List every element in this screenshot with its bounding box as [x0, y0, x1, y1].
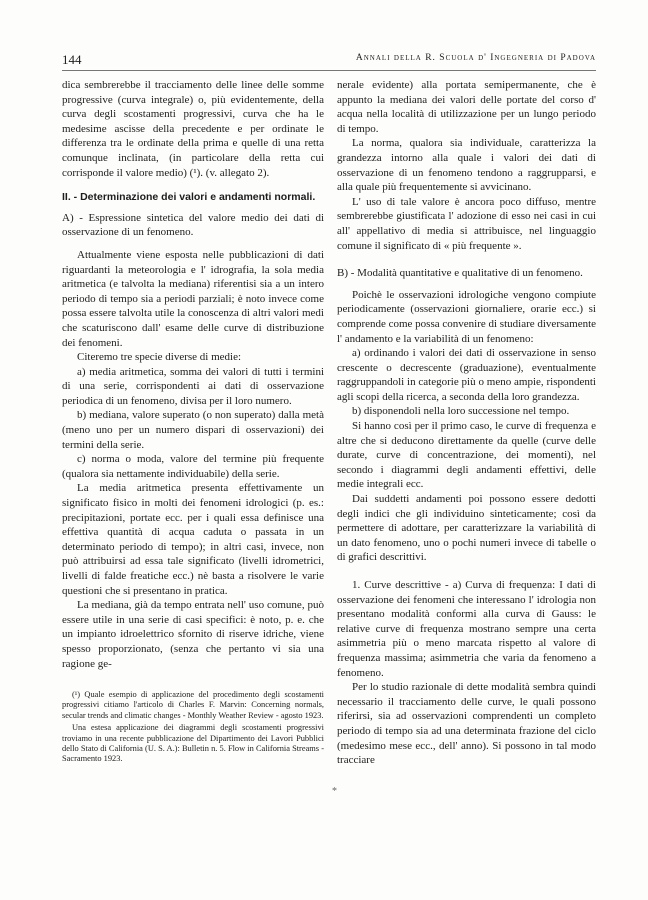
paragraph: nerale evidente) alla portata semipermanente, che è appunto la mediana dei valori delle portate del corso d' acqua nella località di utilizzazione per un lungo periodo di tempo. — [337, 79, 596, 135]
right-column — [337, 78, 596, 768]
paragraph: L' uso di tale valore è ancora poco diffuso, mentre sembrerebbe giustificata l' adozione di esso nei casi in cui all' appellativo di media si attribuisce, nel linguaggio comune il significato di « più frequente ». — [337, 195, 596, 252]
paragraph: Attualmente viene esposta nelle pubblicazioni di dati riguardanti la meteorologia e l' idrografia, la sola media aritmetica (e talvolta la mediana) riferentisi sia a un intero periodo di tempo sia a periodi parziali; è noto invece come possa essere talvolta utile la conoscenza di altri valori medi che scaturiscono dall' esame delle curve di distribuzione dei fenomeni. — [62, 248, 324, 349]
footnotes — [62, 690, 324, 765]
paragraph: Citeremo tre specie diverse di medie: — [77, 351, 242, 364]
margin-mark: * — [332, 786, 337, 797]
paragraph: 1. Curve descrittive - a) Curva di frequenza: I dati di osservazione dei fenomeni che interessano l' idrologia non presentano modalità conformi alla curva di Gauss: le relative curve di frequenza mostrano sempre una certa asimmetria più o meno marcata rispetto al valore di frequenza massima; asimmetria che varia da fenomeno a fenomeno. — [337, 579, 596, 679]
paragraph: dica sembrerebbe il tracciamento delle linee delle somme progressive (curva integrale) o, più evidentemente, della curva degli scostamenti progressivi, curva che ha le medesime ascisse della precedente e per ordinate le differenza tra le ordinate della prima e quelle di una retta comunque inclinata, (in particolare della retta cui corrisponde il valore medio) (¹). (v. allegato 2). — [62, 79, 324, 179]
list-item: b) mediana, valore superato (o non superato) dalla metà (meno uno per un numero dispari di osservazioni) dei termini della serie. — [62, 409, 324, 451]
list-item: b) disponendoli nella loro successione nel tempo. — [352, 405, 570, 418]
paragraph: La media aritmetica presenta effettivamente un significato fisico in molti dei fenomeni idrologici (p. es.: precipitazioni, portate ecc. per i quali essa definisce una effettiva quantità di acqua caduta o passata in un determinato periodo di tempo); in altri casi, invece, non può attribuirsi ad essa tale significato (livelli idrometrici, livelli di falde freatiche ecc.) nè basta a risolvere le varie questioni che si presentano in pratica. — [62, 482, 324, 597]
paragraph: Si hanno così per il primo caso, le curve di frequenza e altre che si deducono direttamente da quelle (curve delle durate, curve di concentrazione, dei momenti), nel secondo i diagrammi degli andamenti effettivi, delle medie integrali ecc. — [337, 420, 596, 491]
list-item: a) ordinando i valori dei dati di osservazione in senso crescente o decrescente (graduazione), eventualmente raggruppandoli in categorie più o meno ampie, rispondenti agli scopi della ricerca, a seconda della loro grandezza. — [337, 347, 596, 403]
paragraph: Dai suddetti andamenti poi possono essere dedotti degli indici che gli individuino sinteticamente; così da permettere di adottare, per caratterizzare la variabilità di un dato fenomeno, uno o pochi numeri invece di tabelle o di grafici descrittivi. — [337, 493, 596, 564]
page-number: 144 — [62, 52, 82, 67]
footnote: (¹) Quale esempio di applicazione del procedimento degli scostamenti progressivi citiamo l'articolo di Charles F. Marvin: Concerning normals, secular trends and climatic changes - Monthly Weather Review - agosto 1923. — [62, 690, 324, 720]
section-heading: II. - Determinazione dei valori e andamenti normali. — [62, 191, 316, 204]
paragraph: La mediana, già da tempo entrata nell' uso comune, può essere utile in una serie di casi specifici: è noto, p. e. che un impianto idroelettrico sfornito di riserve idriche, viene spesso proporzionato, (senza che pertanto vi sia una ragione ge- — [62, 599, 324, 670]
subsection-heading: A) - Espressione sintetica del valore medio dei dati di osservazione di un fenomeno. — [62, 211, 324, 239]
list-item: a) media aritmetica, somma dei valori di tutti i termini di una serie, corrispondenti ai dati di osservazione periodica di un fenomeno, divisa per il loro numero. — [62, 365, 324, 407]
running-header — [62, 52, 596, 71]
paragraph: La norma, qualora sia individuale, caratterizza la grandezza intorno alla quale i valori dei dati di osservazione di un fenomeno tendono a raggrupparsi, e alla quale più frequentemente si avvicinano. — [337, 137, 596, 194]
paragraph: Per lo studio razionale di dette modalità sembra quindi necessario il tracciamento delle curve, le quali possono riferirsi, sia ad osservazioni comprendenti un completo periodo di tempo sia ad una determinata frazione del ciclo (medesimo mese ecc., dell' anno). Si possono in tal modo tracciare — [337, 681, 596, 767]
footnote: Una estesa applicazione dei diagrammi degli scostamenti progressivi troviamo in una recente pubblicazione del Dipartimento dei Lavori Pubblici dello Stato di California (U. S. A.): Bulletin n. 5. Flow in California Streams - Sacramento 1923. — [62, 723, 324, 764]
left-column — [62, 78, 324, 671]
subsection-heading: B) - Modalità quantitative e qualitative di un fenomeno. — [337, 267, 583, 280]
list-item: c) norma o moda, valore del termine più frequente (qualora sia nettamente individuabile) della serie. — [62, 453, 324, 480]
running-head-title: Annali della R. Scuola d' Ingegneria di Padova — [355, 53, 596, 63]
paragraph: Poichè le osservazioni idrologiche vengono compiute periodicamente (osservazioni giornaliere, orarie ecc.) si comprende come possa convenire di studiare diversamente l' andamento e la variabilità di un fenomeno: — [337, 288, 597, 345]
